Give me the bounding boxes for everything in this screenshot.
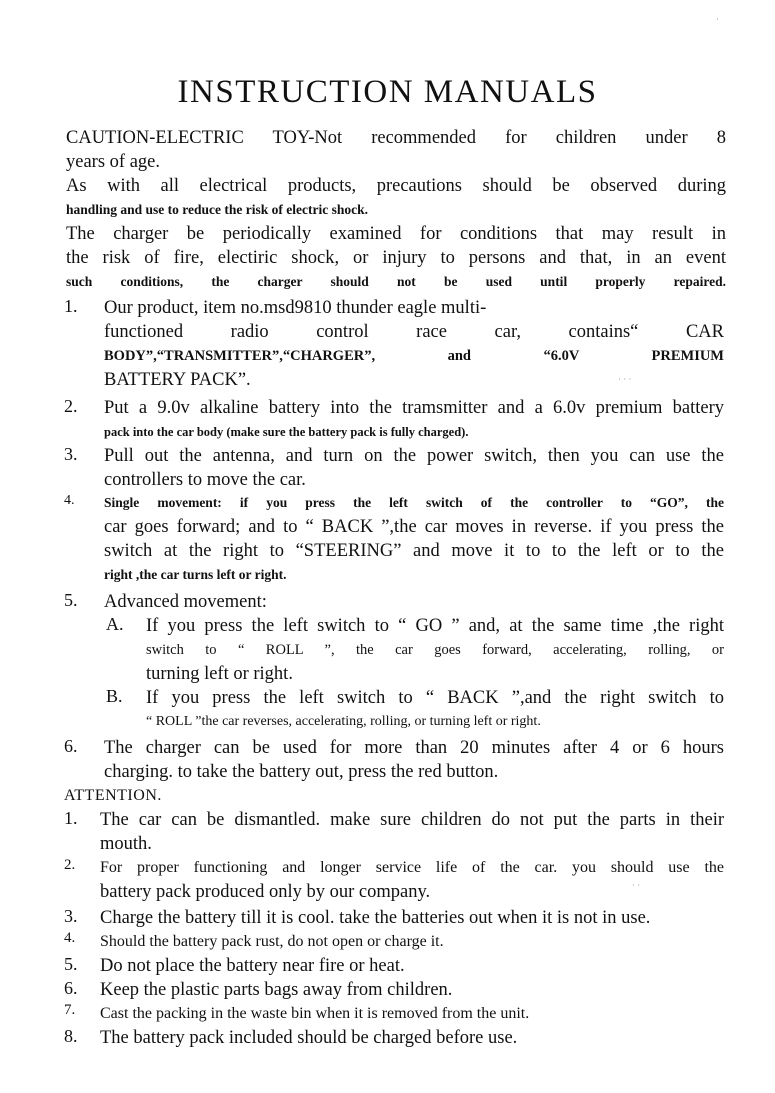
attention-line: battery pack produced only by our company. — [100, 882, 431, 902]
step-line: car goes forward; and to “ BACK ”,the car moves in reverse. if you press the — [104, 517, 724, 537]
charger-line-2: the risk of fire, electiric shock, or injury to persons and that, in an event — [66, 248, 726, 268]
caution-line: CAUTION-ELECTRIC TOY-Not recommended for children under 8 — [66, 128, 726, 148]
page-title: INSTRUCTION MANUALS — [177, 74, 598, 110]
attention-item — [100, 808, 724, 856]
attention-line: For proper functioning and longer service life of the car. you should use the — [100, 859, 724, 876]
attention-line: Keep the plastic parts bags away from children. — [100, 980, 453, 1000]
step-line: right ,the car turns left or right. — [104, 567, 287, 582]
attention-number: 4. — [64, 930, 76, 946]
attention-number: 6. — [64, 978, 78, 998]
charger-line-3: such conditions, the charger should not be used until properly repaired. — [66, 274, 726, 289]
advanced-a — [146, 614, 724, 686]
step-line: Our product, item no.msd9810 thunder eagle multi- — [104, 298, 487, 318]
sub-line: switch to “ ROLL ”, the car goes forward, accelerating, rolling, or — [146, 642, 724, 658]
intro-section — [66, 126, 726, 294]
attention-item — [100, 906, 724, 930]
step-5 — [104, 590, 724, 614]
sub-line: If you press the left switch to “ BACK ”,and the right switch to — [146, 688, 724, 708]
step-number: 4. — [64, 493, 75, 508]
step-number: 2. — [64, 396, 78, 416]
attention-number: 3. — [64, 906, 78, 926]
step-line: functioned radio control race car, contains“ CAR — [104, 322, 724, 342]
scan-speck: · · — [632, 880, 641, 890]
step-line: Advanced movement: — [104, 592, 267, 612]
step-number: 6. — [64, 736, 78, 756]
attention-number: 5. — [64, 954, 78, 974]
attention-number: 1. — [64, 808, 78, 828]
step-6 — [104, 736, 724, 784]
caution-line-2: years of age. — [66, 152, 160, 172]
advanced-b — [146, 686, 724, 734]
precaution-line-2: handling and use to reduce the risk of electric shock. — [66, 202, 369, 217]
sub-letter: A. — [106, 614, 124, 634]
attention-line: Should the battery pack rust, do not open or charge it. — [100, 933, 444, 950]
attention-line: The battery pack included should be charged before use. — [100, 1028, 518, 1048]
sub-line: “ ROLL ”the car reverses, accelerating, rolling, or turning left or right. — [146, 714, 541, 729]
step-line: The charger can be used for more than 20 minutes after 4 or 6 hours — [104, 738, 724, 758]
attention-item — [100, 1002, 724, 1026]
precaution-line: As with all electrical products, precautions should be observed during — [66, 176, 726, 196]
attention-number: 8. — [64, 1026, 78, 1046]
attention-number: 2. — [64, 857, 76, 873]
attention-line: Charge the battery till it is cool. take the batteries out when it is not in use. — [100, 908, 651, 928]
scan-speck: · · · — [618, 374, 632, 384]
attention-heading: ATTENTION. — [64, 787, 162, 804]
attention-line: Cast the packing in the waste bin when it is removed from the unit. — [100, 1005, 530, 1022]
step-2 — [104, 396, 724, 444]
step-number: 1. — [64, 296, 78, 316]
step-line: BATTERY PACK”. — [104, 370, 251, 390]
sub-letter: B. — [106, 686, 123, 706]
attention-line: Do not place the battery near fire or heat. — [100, 956, 405, 976]
charger-line: The charger be periodically examined for conditions that may result in — [66, 224, 726, 244]
step-line: switch at the right to “STEERING” and move it to to the left or to the — [104, 541, 724, 561]
attention-item — [100, 978, 724, 1002]
step-line: Put a 9.0v alkaline battery into the tramsmitter and a 6.0v premium battery — [104, 398, 724, 418]
scan-speck: · — [716, 14, 719, 24]
attention-number: 7. — [64, 1002, 76, 1018]
attention-item — [100, 954, 724, 978]
step-line: BODY”,“TRANSMITTER”,“CHARGER”, and “6.0V PREMIUM — [104, 348, 724, 364]
attention-line: The car can be dismantled. make sure children do not put the parts in their — [100, 810, 724, 830]
step-number: 5. — [64, 590, 78, 610]
step-number: 3. — [64, 444, 78, 464]
step-line: charging. to take the battery out, press the red button. — [104, 762, 499, 782]
attention-item — [100, 856, 724, 904]
step-line: Single movement: if you press the left switch of the controller to “GO”, the — [104, 495, 724, 510]
sub-line: turning left or right. — [146, 664, 293, 684]
step-4 — [104, 491, 724, 587]
attention-item — [100, 930, 724, 954]
attention-item — [100, 1026, 724, 1050]
step-line: pack into the car body (make sure the battery pack is fully charged). — [104, 425, 469, 439]
attention-line: mouth. — [100, 834, 152, 854]
step-3 — [104, 444, 724, 492]
sub-line: If you press the left switch to “ GO ” and, at the same time ,the right — [146, 616, 724, 636]
step-line: controllers to move the car. — [104, 470, 306, 490]
step-line: Pull out the antenna, and turn on the power switch, then you can use the — [104, 446, 724, 466]
